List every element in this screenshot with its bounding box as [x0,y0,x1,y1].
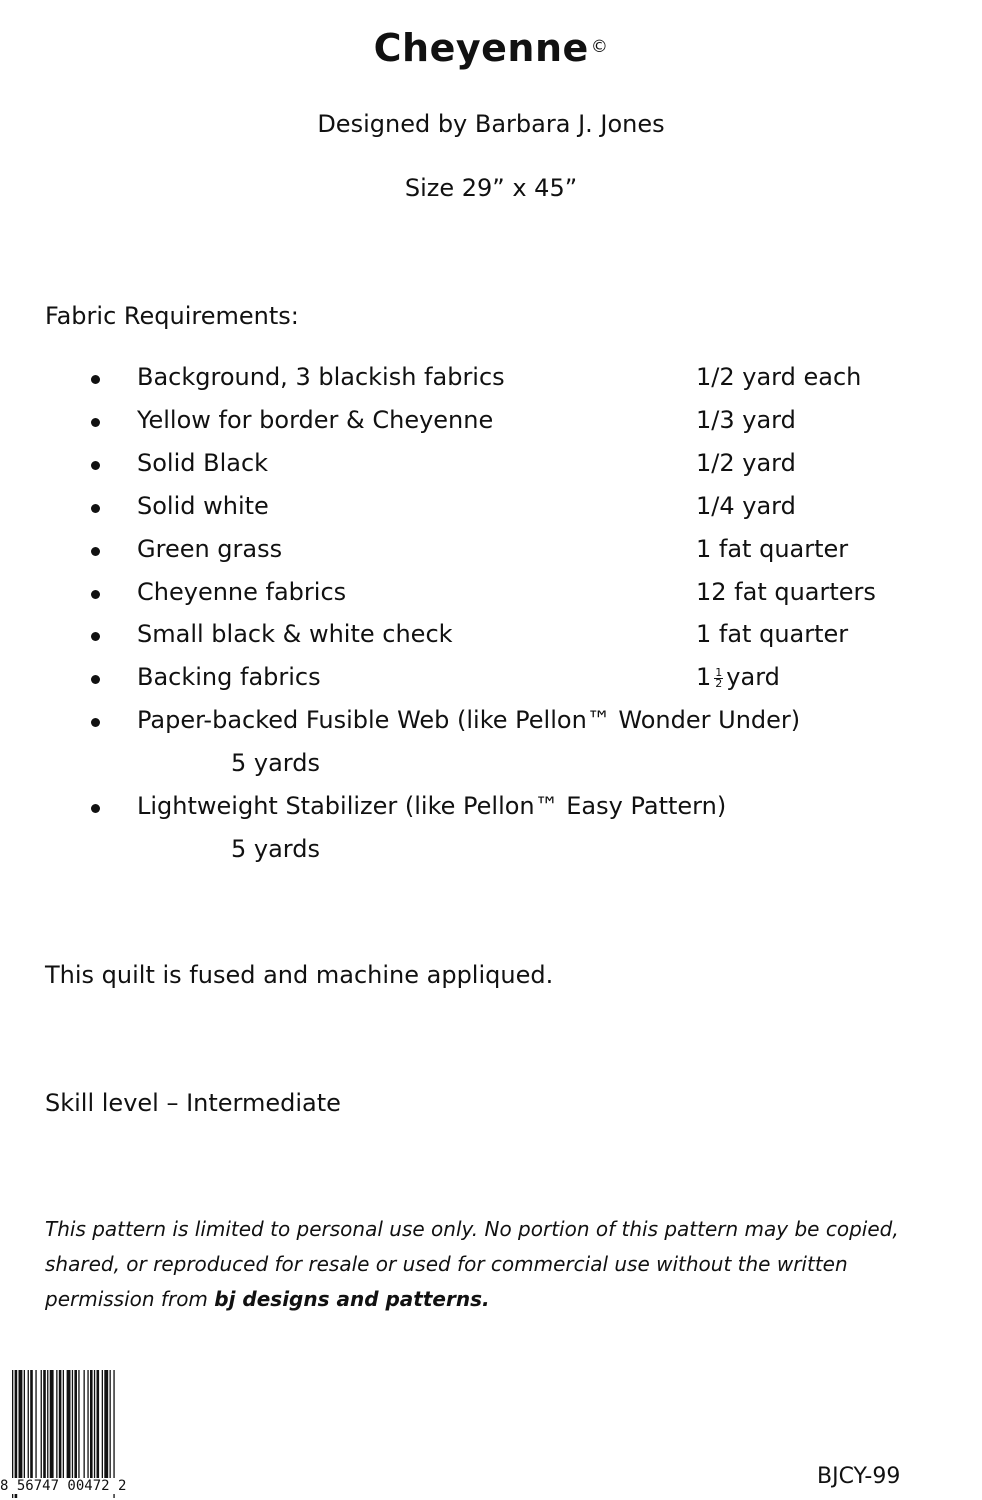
item-quantity: 5 yards [231,835,320,863]
legal-text: This pattern is limited to personal use only. No portion of this pattern may be copied, shared, or reproduced for resale or used for commercial use without the written permission from [45,1217,899,1311]
fraction-denominator: 2 [715,676,723,690]
barcode-number: 8 56747 00472 2 [0,1478,127,1494]
copyright-notice [45,1212,945,1317]
bullet-icon [91,590,100,599]
item-name: Solid white [137,492,269,520]
item-quantity: 1/3 yard [696,406,796,434]
item-quantity: 1 fat quarter [696,620,849,648]
construction-note: This quilt is fused and machine appliqued. [45,961,554,989]
item-quantity: 1/4 yard [696,492,796,520]
pattern-title [0,26,982,70]
title-text: Cheyenne [373,26,589,70]
bullet-icon [91,804,100,813]
item-quantity: 1/2 yard [696,449,796,477]
company-name: bj designs and patterns [214,1287,482,1311]
bullet-icon [91,632,100,641]
item-quantity: 1/2 yard each [696,363,862,391]
item-name: Green grass [137,535,283,563]
item-quantity: 12 fat quarters [696,578,876,606]
quilt-size: Size 29” x 45” [404,174,578,202]
bullet-icon [91,375,100,384]
bullet-icon [91,418,100,427]
skill-level: Skill level – Intermediate [45,1089,341,1117]
item-name: Solid Black [137,449,269,477]
item-name: Backing fabrics [137,663,321,691]
qty-fraction [714,665,723,690]
item-name: Lightweight Stabilizer (like Pellon™ Easy Pattern) [137,792,727,820]
bullet-icon [91,718,100,727]
item-quantity [696,663,780,691]
qty-unit: yard [726,663,780,691]
fabric-requirements-heading: Fabric Requirements: [45,302,299,330]
item-quantity: 5 yards [231,749,320,777]
item-name: Paper-backed Fusible Web (like Pellon™ Wonder Under) [137,706,801,734]
bullet-icon [91,547,100,556]
item-quantity: 1 fat quarter [696,535,849,563]
bullet-icon [91,461,100,470]
legal-period: . [482,1287,490,1311]
bullet-icon [91,504,100,513]
item-name: Yellow for border & Cheyenne [137,406,494,434]
copyright-mark: © [590,37,609,57]
item-name: Background, 3 blackish fabrics [137,363,505,391]
item-name: Cheyenne fabrics [137,578,347,606]
product-code: BJCY-99 [817,1464,901,1489]
item-name: Small black & white check [137,620,453,648]
bullet-icon [91,675,100,684]
fraction-numerator: 1 [715,665,723,679]
qty-whole: 1 [696,663,712,691]
designer-credit: Designed by Barbara J. Jones [317,110,665,138]
